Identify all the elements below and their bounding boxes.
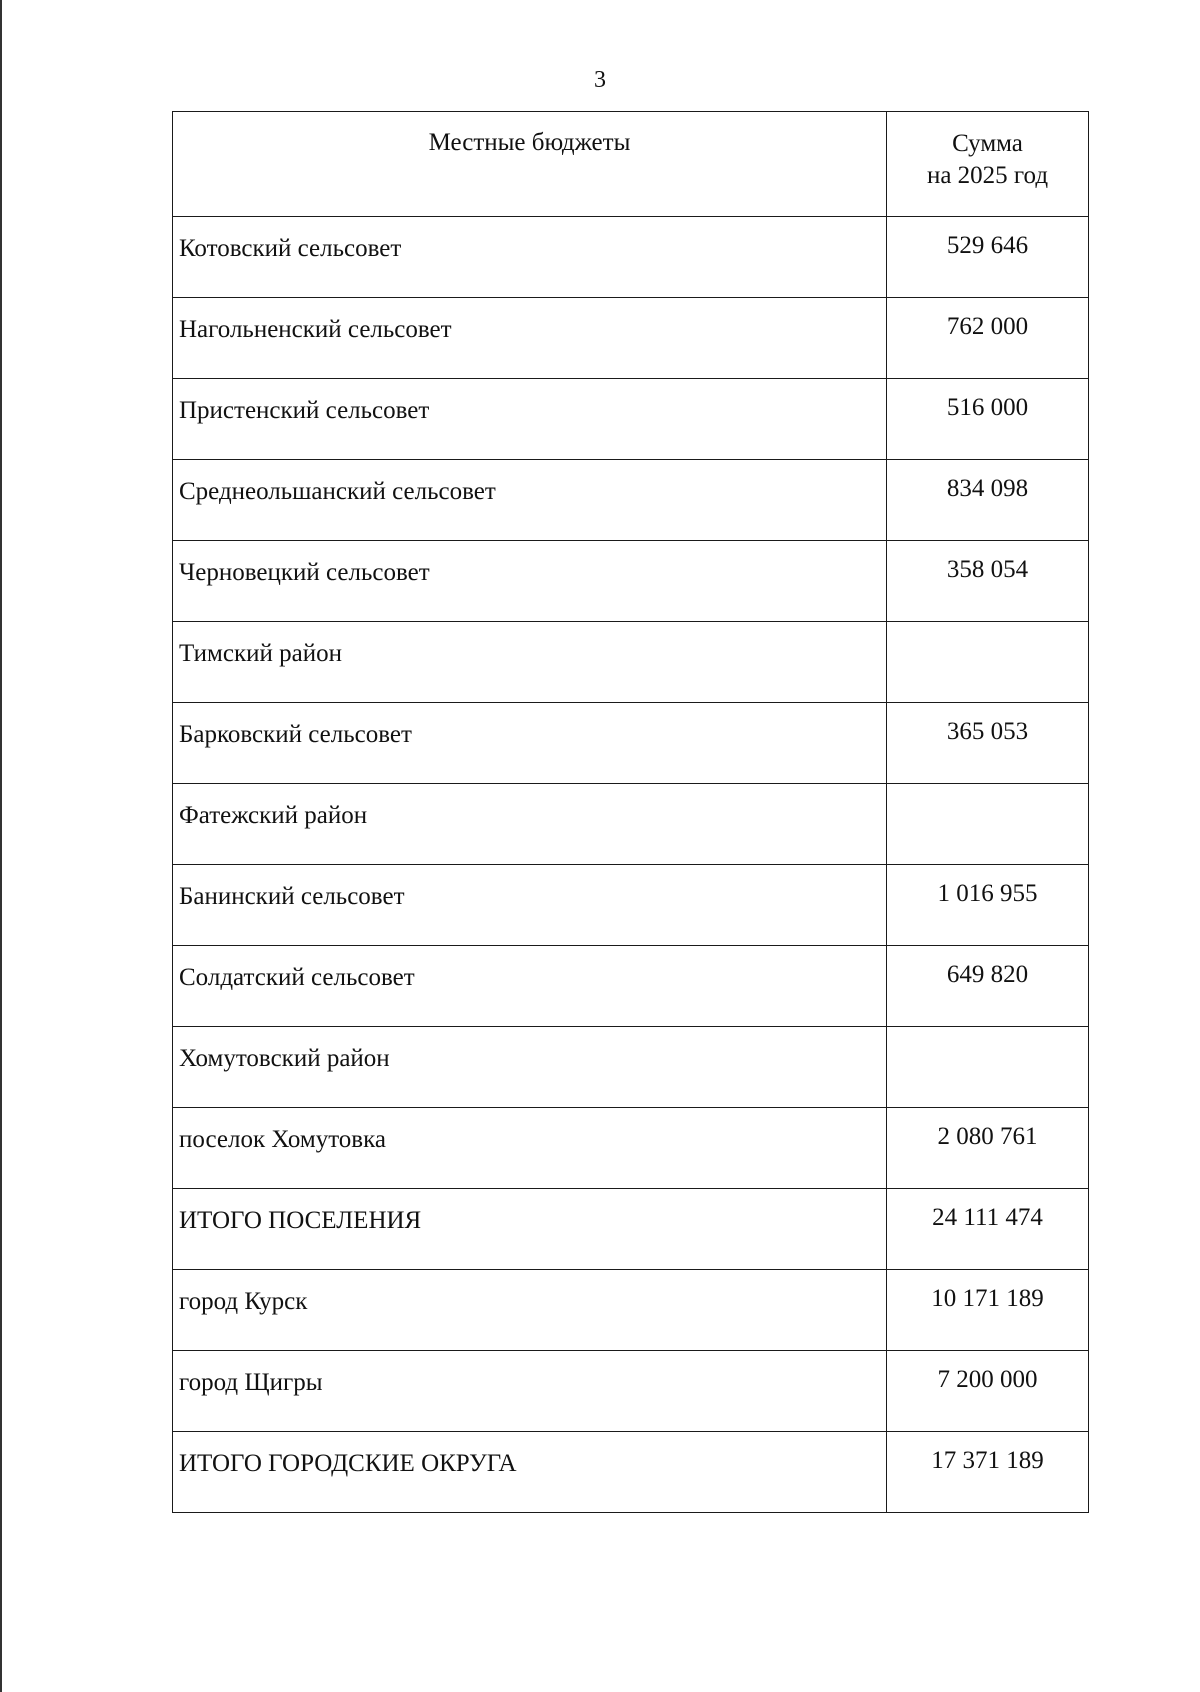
budget-sum-cell [887,1027,1089,1108]
table-header-row [173,112,1089,217]
budget-sum-cell: 7 200 000 [887,1351,1089,1432]
budget-name-cell: город Курск [173,1270,887,1351]
budget-name-cell: Барковский сельсовет [173,703,887,784]
budget-sum-cell: 762 000 [887,298,1089,379]
header-sum-line2: на 2025 год [926,162,1049,189]
budget-sum-cell: 10 171 189 [887,1270,1089,1351]
budget-name-cell: ИТОГО ПОСЕЛЕНИЯ [173,1189,887,1270]
table-row [173,1351,1089,1432]
budget-sum-cell: 24 111 474 [887,1189,1089,1270]
budget-name-cell: город Щигры [173,1351,887,1432]
budget-table [172,111,1089,1513]
budget-name-cell: Хомутовский район [173,1027,887,1108]
table-row [173,622,1089,703]
table-row [173,703,1089,784]
budget-sum-cell: 2 080 761 [887,1108,1089,1189]
table-row [173,784,1089,865]
budget-name-cell: Котовский сельсовет [173,217,887,298]
page-left-edge [0,0,2,1692]
budget-sum-cell: 516 000 [887,379,1089,460]
table-row [173,217,1089,298]
table-row [173,1108,1089,1189]
table-body [173,217,1089,1513]
budget-sum-cell: 529 646 [887,217,1089,298]
budget-sum-cell: 834 098 [887,460,1089,541]
budget-sum-cell: 17 371 189 [887,1432,1089,1513]
table-row [173,541,1089,622]
budget-sum-cell [887,622,1089,703]
table-row [173,460,1089,541]
table-row [173,379,1089,460]
budget-name-cell: Банинский сельсовет [173,865,887,946]
budget-name-cell: Пристенский сельсовет [173,379,887,460]
page-number: 3 [594,67,606,93]
table-row [173,1027,1089,1108]
budget-name-cell: Фатежский район [173,784,887,865]
budget-name-cell: Среднеольшанский сельсовет [173,460,887,541]
budget-name-cell: Солдатский сельсовет [173,946,887,1027]
budget-name-cell: Тимский район [173,622,887,703]
budget-sum-cell: 365 053 [887,703,1089,784]
budget-sum-cell: 358 054 [887,541,1089,622]
table-row [173,1270,1089,1351]
table-row [173,298,1089,379]
budget-sum-cell: 649 820 [887,946,1089,1027]
budget-name-cell: Нагольненский сельсовет [173,298,887,379]
budget-sum-cell: 1 016 955 [887,865,1089,946]
budget-name-cell: поселок Хомутовка [173,1108,887,1189]
budget-name-cell: ИТОГО ГОРОДСКИЕ ОКРУГА [173,1432,887,1513]
table-row [173,1189,1089,1270]
header-local-budgets: Местные бюджеты [173,112,887,217]
header-sum-line1: Сумма [952,130,1023,157]
budget-name-cell: Черновецкий сельсовет [173,541,887,622]
table-row [173,1432,1089,1513]
budget-sum-cell [887,784,1089,865]
table-row [173,946,1089,1027]
table-row [173,865,1089,946]
header-sum [887,112,1089,217]
